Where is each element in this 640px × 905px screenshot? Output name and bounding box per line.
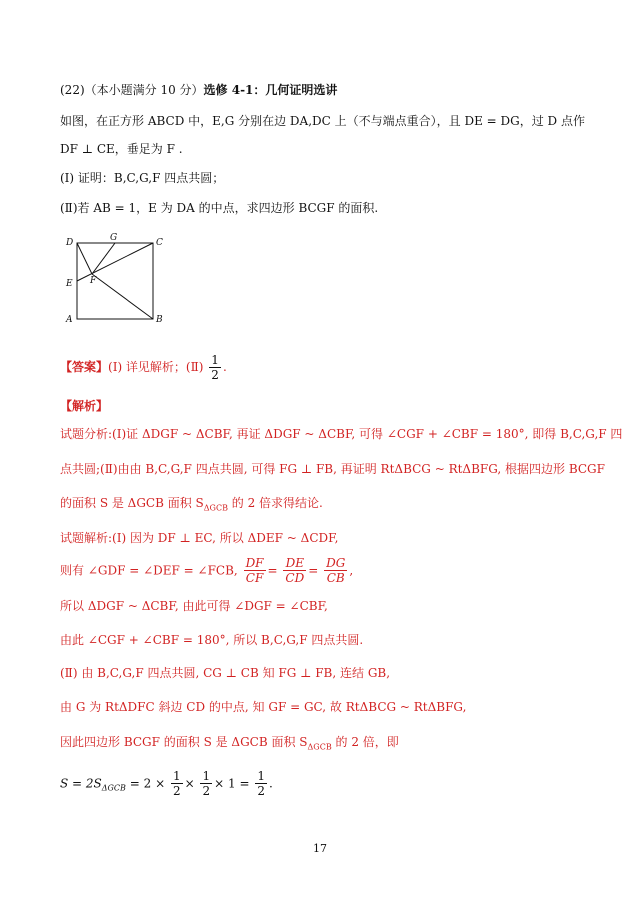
problem-header <box>60 82 337 98</box>
solution-line-7: 因此四边形 BCGF 的面积 S 是 ΔGCB 面积 $S_{\Delta GCB}$ 的 2 倍，即 <box>60 735 399 752</box>
solution-line-4: 由此 ∠CGF + ∠CBF = 180°, 所以 B,C,G,F 四点共圆. <box>60 633 364 647</box>
page-number: 17 <box>313 842 327 855</box>
answer-fraction: $\frac{1}{2}$ <box>211 353 219 382</box>
solution-line-2: 则有 ∠GDF = ∠DEF = ∠FCB, $\frac{DF}{CF}$ = $\frac{DE}{CD}$ = $\frac{DG}{CB}$ , <box>60 556 354 585</box>
analysis-tag: 【解析】 <box>60 399 109 413</box>
fraction-half-1: $\frac{1}{2}$ <box>172 769 181 798</box>
problem-line-1: 如图，在正方形 ABCD 中，E,G 分别在边 DA,DC 上（不与端点重合），且 DE = DG，过 D 点作 <box>60 114 585 128</box>
segment-fb <box>92 274 153 319</box>
problem-part-2: (Ⅱ)若 AB = 1，E 为 DA 的中点，求四边形 BCGF 的面积. <box>60 201 379 215</box>
geometry-figure <box>60 232 170 324</box>
fraction-half-2: $\frac{1}{2}$ <box>202 769 211 798</box>
square-abcd <box>77 243 153 319</box>
segment-fg <box>92 243 115 274</box>
problem-number: (22)（本小题满分 10 分） <box>60 83 204 97</box>
fraction-df-cf: $\frac{DF}{CF}$ <box>245 556 264 585</box>
fraction-de-cd: $\frac{DE}{CD}$ <box>285 556 305 585</box>
analysis-line-2: 点共圆;(Ⅱ)由由 B,C,G,F 四点共圆, 可得 FG ⊥ FB, 再证明 RtΔBCG ~ RtΔBFG, 根据四边形 BCGF <box>60 462 605 476</box>
label-d: D <box>66 238 74 248</box>
label-e: E <box>66 279 73 289</box>
solution-line-3: 所以 ΔDGF ~ ΔCBF, 由此可得 ∠DGF = ∠CBF, <box>60 599 328 613</box>
fraction-half-3: $\frac{1}{2}$ <box>257 769 265 798</box>
label-g: G <box>110 233 118 243</box>
label-c: C <box>156 238 163 248</box>
solution-line-6: 由 G 为 RtΔDFC 斜边 CD 的中点, 知 GF = GC, 故 RtΔBCG ~ RtΔBFG, <box>60 700 467 714</box>
answer-line: 【答案】(Ⅰ) 详见解析；(Ⅱ) $\frac{1}{2}$ . <box>60 353 227 382</box>
segment-ce <box>77 243 153 281</box>
segment-df <box>77 243 92 274</box>
problem-part-1: (Ⅰ) 证明：B,C,G,F 四点共圆； <box>60 171 225 185</box>
label-f: F <box>90 276 97 286</box>
label-b: B <box>156 315 163 324</box>
answer-tag: 【答案】 <box>60 360 109 374</box>
analysis-line-1: 试题分析:(Ⅰ)证 ΔDGF ~ ΔCBF, 再证 ΔDGF ~ ΔCBF, 可得 ∠CGF + ∠CBF = 180°, 即得 B,C,G,F 四 <box>60 427 623 441</box>
solution-line-1: 试题解析:(Ⅰ) 因为 DF ⊥ EC, 所以 ΔDEF ~ ΔCDF, <box>60 531 339 545</box>
answer-text: (Ⅰ) 详见解析；(Ⅱ) <box>108 360 204 374</box>
analysis-line-3: 的面积 S 是 ΔGCB 面积 $S_{\Delta GCB}$ 的 2 倍求得结论. <box>60 496 323 513</box>
solution-final-equation: $S = 2S_{\Delta GCB} = 2$ × $\frac{1}{2}$ × $\frac{1}{2}$ × 1 = $\frac{1}{2}$ . <box>60 769 273 798</box>
solution-line-5: (Ⅱ) 由 B,C,G,F 四点共圆, CG ⊥ CB 知 FG ⊥ FB, 连结 GB, <box>60 666 391 680</box>
problem-line-2: DF ⊥ CE，垂足为 F . <box>60 142 183 156</box>
label-a: A <box>66 315 73 324</box>
problem-topic: 选修 4-1：几何证明选讲 <box>203 83 338 97</box>
fraction-dg-cb: $\frac{DG}{CB}$ <box>326 556 346 585</box>
